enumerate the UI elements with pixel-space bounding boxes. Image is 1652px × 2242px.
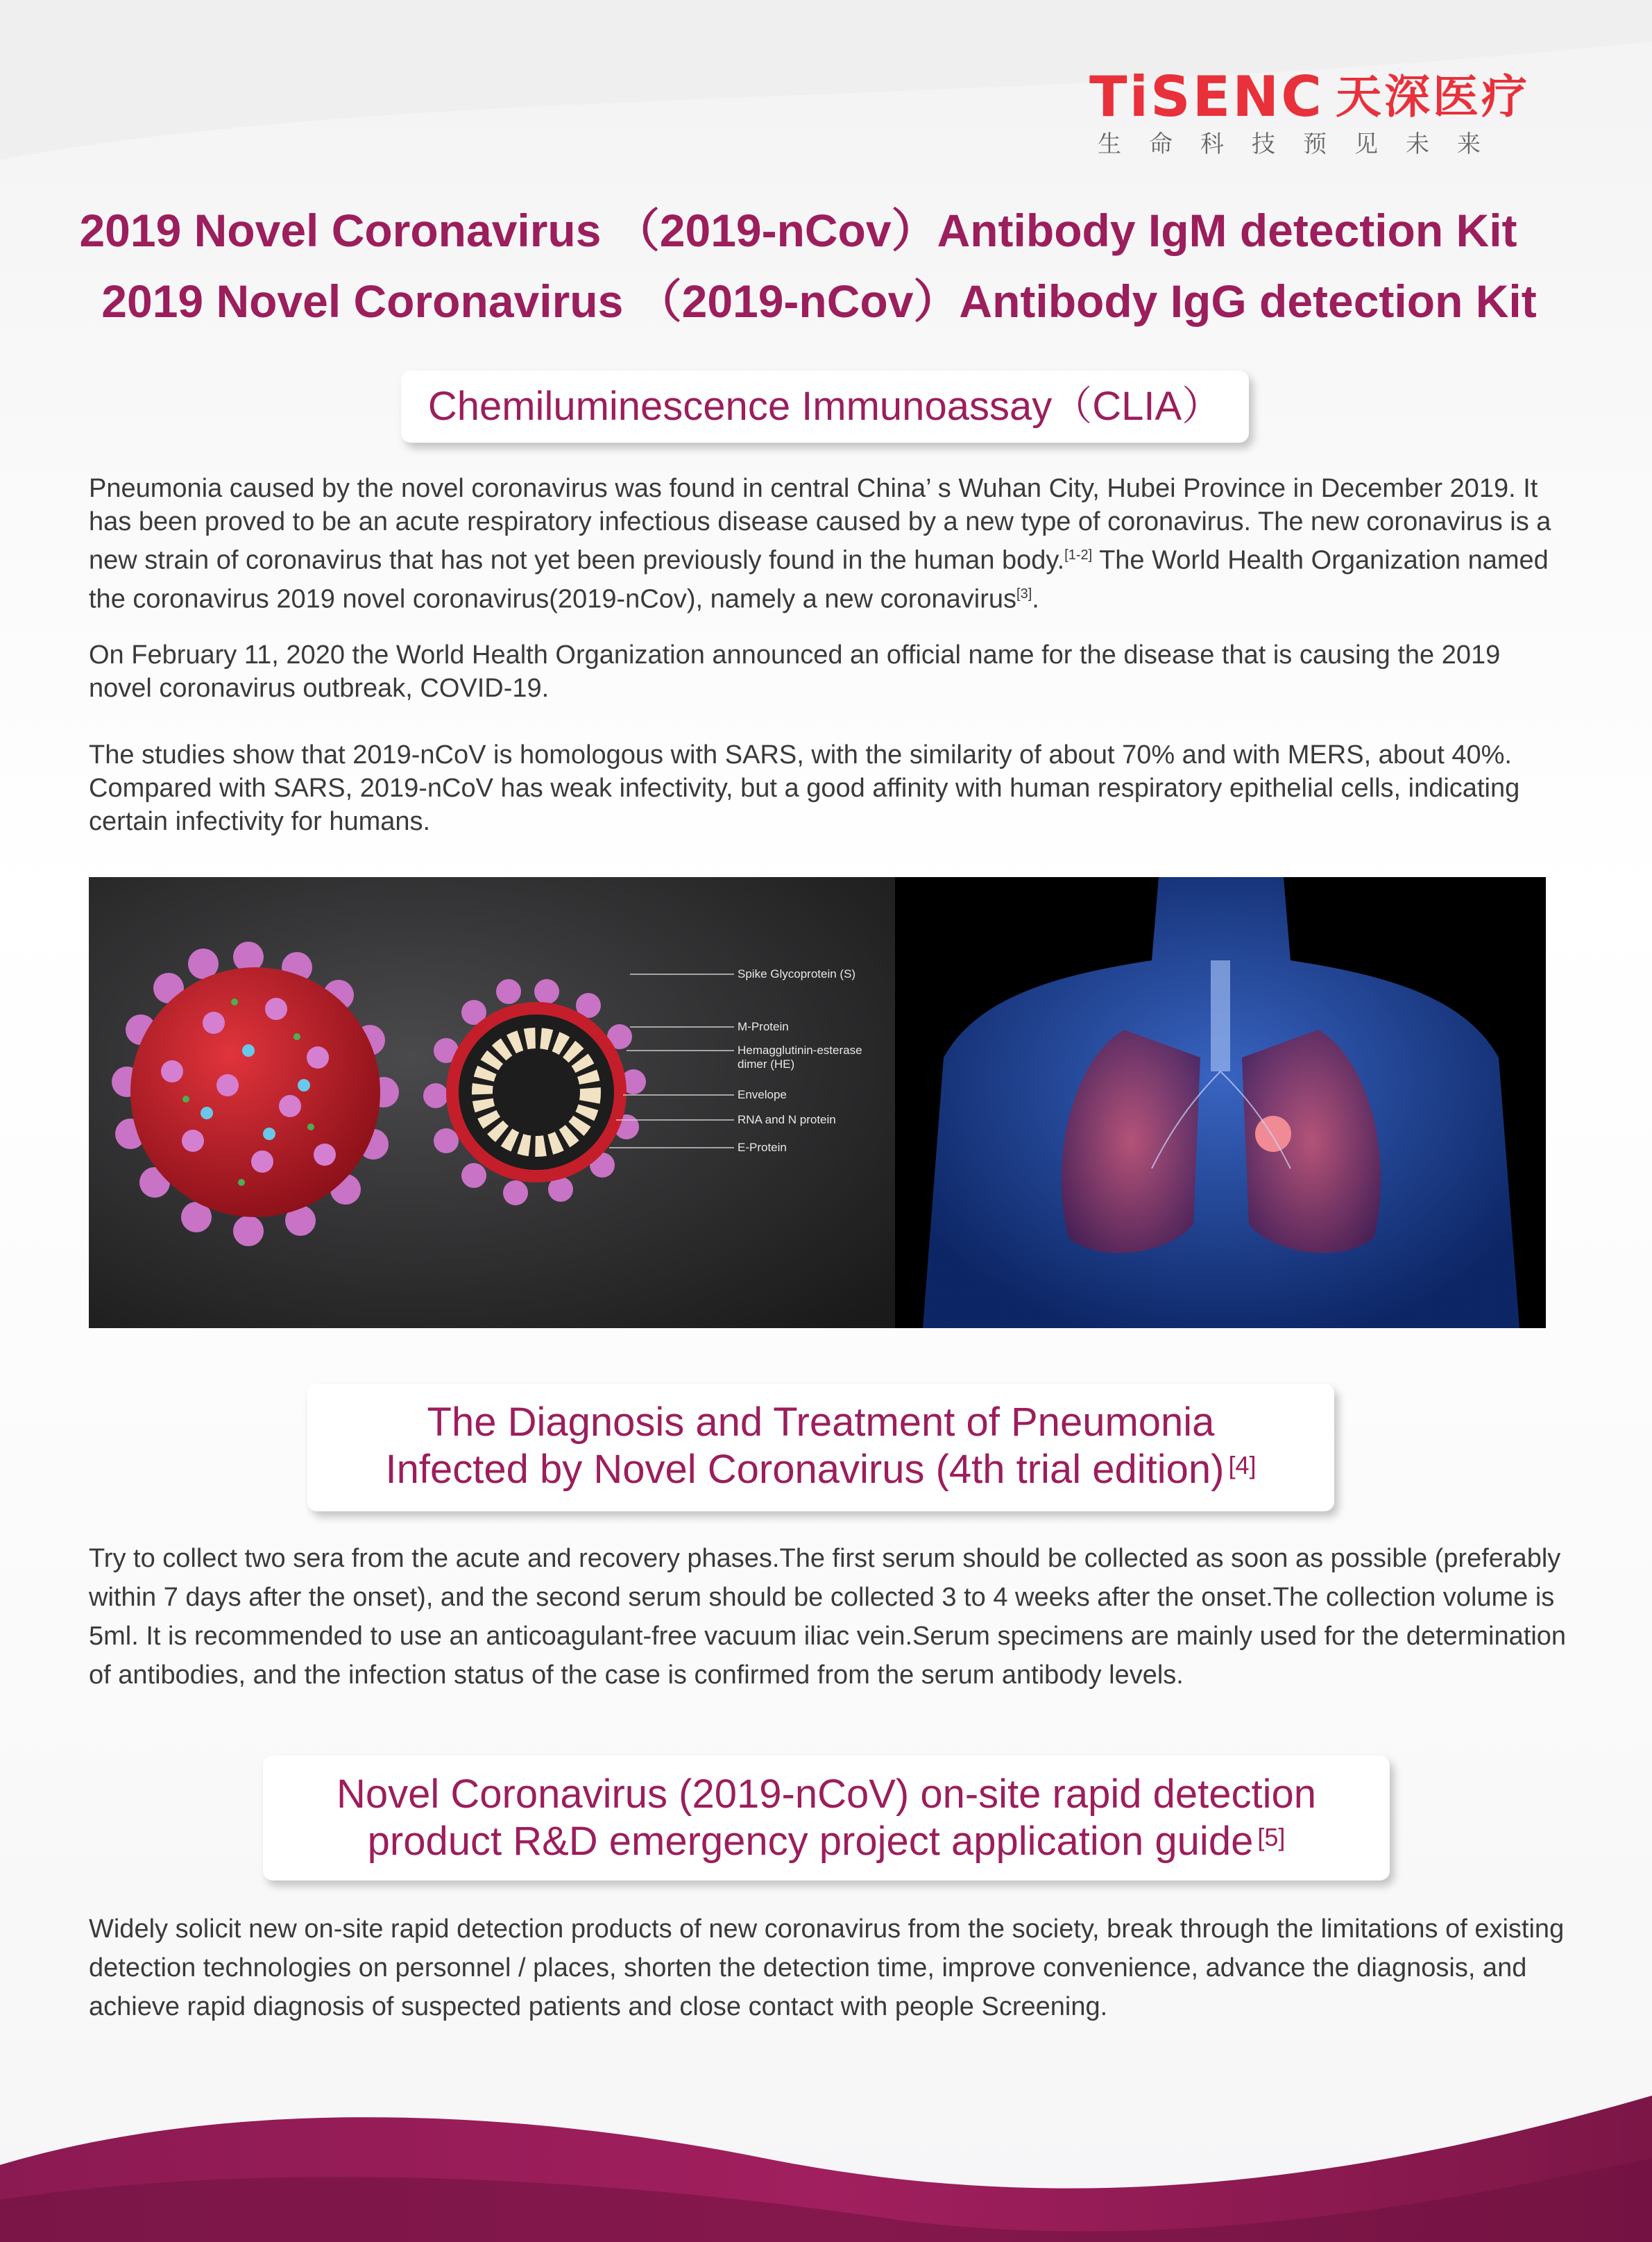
rd-guide-heading-line2: product R&D emergency project application guide: [367, 1819, 1254, 1864]
ref-3: [3]: [1016, 586, 1032, 602]
label-hemagglutinin: Hemagglutinin-esterase dimer (HE): [738, 1044, 862, 1071]
rapid-detection-paragraph: Widely solicit new on-site rapid detection products of new coronavirus from the society, break through the limitations of existing detection technologies on personnel / places, shorten the detection time, improve convenience, advance the diagnosis, and achieve rapid diagnosis of suspected patients and close contact with people Screening.: [89, 1914, 1565, 2021]
section-heading-diagnosis: [307, 1384, 1334, 1511]
logo-wordmark: TiSENC: [1089, 65, 1324, 129]
diagnosis-heading-line2: Infected by Novel Coronavirus (4th trial edition): [385, 1447, 1225, 1492]
diagnosis-heading-line1: The Diagnosis and Treatment of Pneumonia: [427, 1400, 1215, 1445]
covid-name-paragraph: On February 11, 2020 the World Health Organization announced an official name for the disease that is causing the 2019 novel coronavirus outbreak, COVID-19.: [89, 640, 1501, 703]
intro-paragraph: [89, 472, 1567, 615]
ref-1-2: [1-2]: [1064, 547, 1093, 563]
label-rna-n-protein: RNA and N protein: [738, 1113, 836, 1126]
rd-guide-heading-line2-wrap: [368, 1819, 1286, 1864]
intro-text-b: The World Health Organization named the coronavirus 2019 novel coronavirus(2019-nCov), namely a new coronavirus: [89, 545, 1549, 614]
rd-guide-heading-line1: Novel Coronavirus (2019-nCoV) on-site rapid detection: [336, 1772, 1317, 1817]
label-spike-glycoprotein: Spike Glycoprotein (S): [738, 967, 856, 980]
title-igg-kit: 2019 Novel Coronavirus （2019-nCov）Antibody IgG detection Kit: [101, 275, 1537, 327]
intro-text-a: Pneumonia caused by the novel coronavirus was found in central China’ s Wuhan City, Hubei Province in December 2019. It has been proved to be an acute respiratory infectious disease caused by a new type of coronavirus. The new coronavirus is a new strain of coronavirus that has not yet been previously found in the human body.: [89, 474, 1551, 575]
label-m-protein: M-Protein: [738, 1020, 789, 1033]
ref-4: [4]: [1228, 1451, 1257, 1479]
human-lungs-xray-illustration: [895, 877, 1546, 1328]
brand-logo: [1089, 65, 1561, 167]
logo-chinese-name: 天深医疗: [1336, 70, 1530, 124]
coronavirus-structure-illustration: [89, 877, 895, 1328]
sars-homology-paragraph: The studies show that 2019-nCoV is homologous with SARS, with the similarity of about 70% and with MERS, about 40%. Compared with SARS, 2019-nCoV has weak infectivity, but a good affinity with human respiratory epithelial cells, indicating certain infectivity for humans.: [89, 740, 1520, 836]
title-igm-kit: 2019 Novel Coronavirus （2019-nCov）Antibody IgM detection Kit: [79, 205, 1517, 256]
serum-collection-paragraph: Try to collect two sera from the acute and recovery phases.The first serum should be collected as soon as possible (preferably within 7 days after the onset), and the second serum should be collected 3 to 4 weeks after the onset.The collection volume is 5ml. It is recommended to use an anticoagulant-free vacuum iliac vein.Serum specimens are mainly used for the determination of antibodies, and the infection status of the case is confirmed from the serum antibody levels.: [89, 1544, 1567, 1690]
section-heading-rd-guide: [263, 1756, 1390, 1880]
clia-heading-text: Chemiluminescence Immunoassay（CLIA）: [427, 384, 1223, 429]
ref-5: [5]: [1257, 1823, 1286, 1851]
label-e-protein: E-Protein: [738, 1141, 787, 1154]
section-heading-clia: [401, 371, 1249, 443]
logo-tagline: 生命科技预见未来: [1098, 130, 1508, 158]
label-envelope: Envelope: [738, 1088, 787, 1101]
illustration-panel: [89, 877, 1546, 1328]
intro-text-end: .: [1032, 584, 1039, 614]
diagnosis-heading-line2-wrap: [386, 1447, 1257, 1492]
